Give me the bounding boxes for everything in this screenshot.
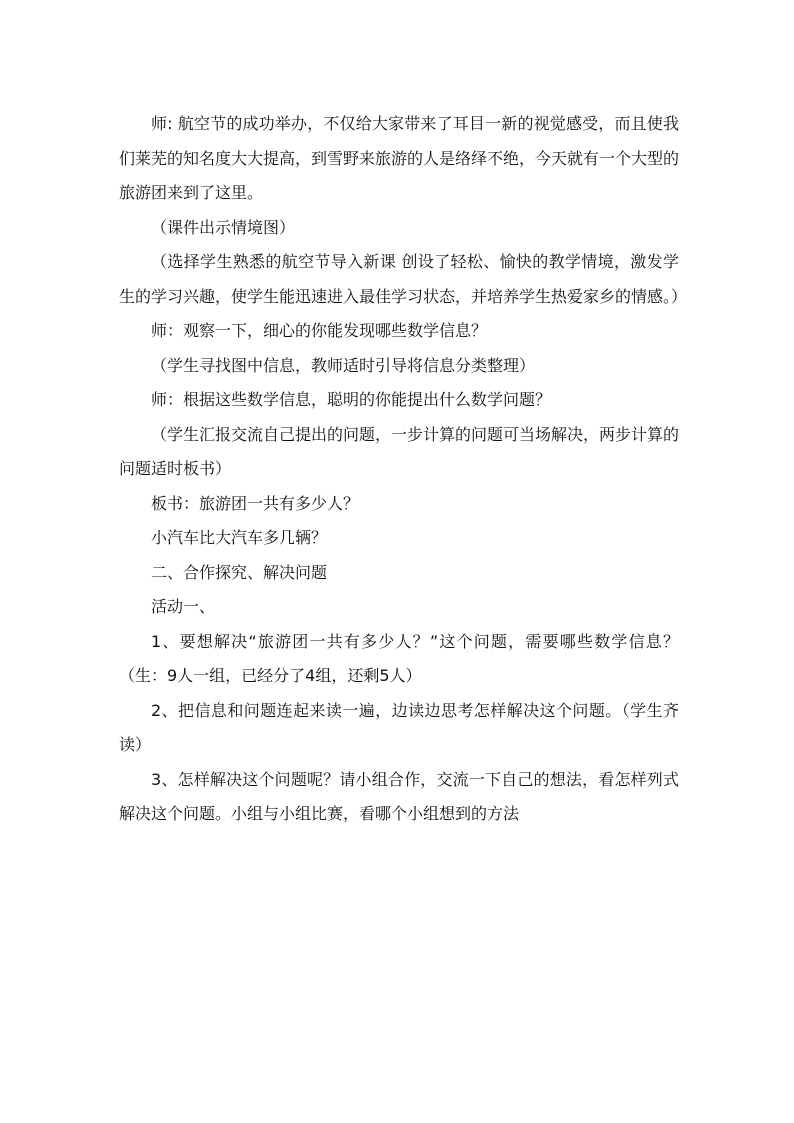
paragraph-board-1: 板书：旅游团一共有多少人？ bbox=[151, 493, 360, 513]
paragraph-report: （学生汇报交流自己提出的问题，一步计算的问题可当场解决，两步计算的问题适时板书） bbox=[119, 424, 680, 478]
paragraph-board-2: 小汽车比大汽车多几辆？ bbox=[151, 528, 328, 547]
activity-heading: 活动一、 bbox=[151, 597, 216, 616]
paragraph-find-info: （学生寻找图中信息，教师适时引导将信息分类整理） bbox=[151, 355, 536, 375]
paragraph-ask-question: 师：根据这些数学信息，聪明的你能提出什么数学问题？ bbox=[151, 390, 552, 409]
paragraph-courseware: （课件出示情境图） bbox=[151, 217, 296, 237]
paragraph-intro: 师: 航空节的成功举办，不仅给大家带来了耳目一新的视觉感受，而且使我们莱芜的知名度大大提高，到雪野来旅游的人是络绎不绝，今天就有一个大型的旅游团来到了这里。 bbox=[119, 114, 680, 202]
paragraph-design-note: （选择学生熟悉的航空节导入新课 创设了轻松、愉快的教学情境，激发学生的学习兴趣，使学生能迅速进入最佳学习状态，并培养学生热爱家乡的情感。） bbox=[119, 252, 688, 306]
paragraph-observe: 师：观察一下，细心的你能发现哪些数学信息？ bbox=[151, 321, 488, 340]
paragraph-step-1: 1、要想解决“旅游团一共有多少人？”这个问题，需要哪些数学信息？（生：9人一组，已经分了4组，还剩5人） bbox=[119, 631, 679, 685]
section-heading: 二、合作探究、解决问题 bbox=[151, 562, 328, 582]
paragraph-step-3: 3、怎样解决这个问题呢？请小组合作，交流一下自己的想法，看怎样列式解决这个问题。小组与小组比赛，看哪个小组想到的方法 bbox=[119, 769, 679, 823]
document-body bbox=[119, 107, 688, 832]
paragraph-step-2: 2、把信息和问题连起来读一遍，边读边思考怎样解决这个问题。（学生齐读） bbox=[119, 700, 679, 754]
